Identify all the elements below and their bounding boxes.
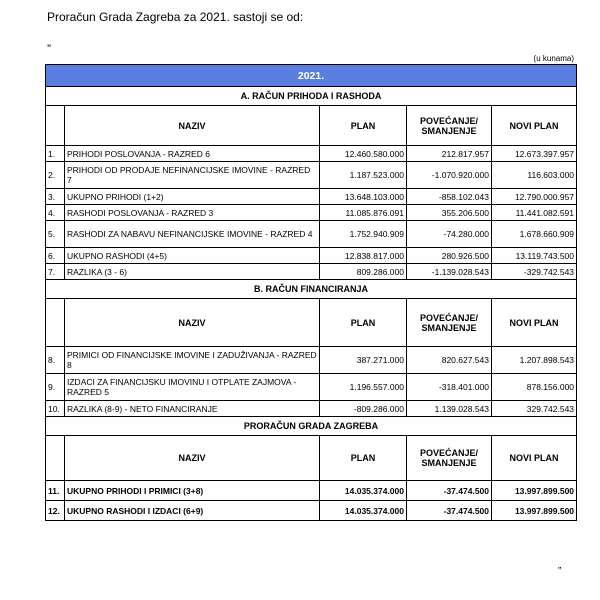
row-change: -1.070.920.000 — [407, 162, 492, 189]
year-title: 2021. — [46, 65, 577, 87]
row-name: RASHODI ZA NABAVU NEFINANCIJSKE IMOVINE - RAZRED 4 — [65, 221, 320, 248]
row-name: UKUPNO PRIHODI (1+2) — [65, 189, 320, 205]
header-nr — [46, 436, 65, 481]
table-row — [46, 501, 577, 521]
row-new-plan: 1.207.898.543 — [492, 347, 577, 374]
row-number: 8. — [46, 347, 65, 374]
row-number: 5. — [46, 221, 65, 248]
header-naziv: NAZIV — [65, 106, 320, 146]
table-row — [46, 146, 577, 162]
header-new-plan: NOVI PLAN — [492, 436, 577, 481]
row-number: 10. — [46, 401, 65, 417]
row-change: -37.474.500 — [407, 501, 492, 521]
row-plan: 12.838.817.000 — [320, 248, 407, 264]
year-header-row — [46, 65, 577, 87]
closing-quote: ” — [558, 566, 562, 577]
table-row — [46, 189, 577, 205]
table-row — [46, 401, 577, 417]
row-name: RASHODI POSLOVANJA - RAZRED 3 — [65, 205, 320, 221]
header-new-plan: NOVI PLAN — [492, 299, 577, 347]
header-naziv: NAZIV — [65, 436, 320, 481]
table-row — [46, 221, 577, 248]
row-change: -1.139.028.543 — [407, 264, 492, 280]
header-plan: PLAN — [320, 436, 407, 481]
row-name: UKUPNO RASHODI I IZDACI (6+9) — [65, 501, 320, 521]
table-row — [46, 264, 577, 280]
row-number: 6. — [46, 248, 65, 264]
currency-unit-label: (u kunama) — [533, 54, 574, 63]
table-row — [46, 162, 577, 189]
row-new-plan: 11.441.082.591 — [492, 205, 577, 221]
row-change: 820.627.543 — [407, 347, 492, 374]
row-plan: 11.085.876.091 — [320, 205, 407, 221]
header-change: POVEĆANJE/ SMANJENJE — [407, 436, 492, 481]
row-plan: 13.648.103.000 — [320, 189, 407, 205]
section-title-row — [46, 417, 577, 436]
row-new-plan: 12.673.397.957 — [492, 146, 577, 162]
row-plan: 1.752.940.909 — [320, 221, 407, 248]
opening-quote: ” — [47, 42, 51, 56]
row-change: -37.474.500 — [407, 481, 492, 501]
row-name: UKUPNO PRIHODI I PRIMICI (3+8) — [65, 481, 320, 501]
row-new-plan: 878.156.000 — [492, 374, 577, 401]
table-row — [46, 481, 577, 501]
header-nr — [46, 299, 65, 347]
row-new-plan: 116.603.000 — [492, 162, 577, 189]
header-nr — [46, 106, 65, 146]
row-change: 355.206.500 — [407, 205, 492, 221]
column-header-row — [46, 299, 577, 347]
row-plan: 1.196.557.000 — [320, 374, 407, 401]
row-name: RAZLIKA (3 - 6) — [65, 264, 320, 280]
row-name: PRIHODI OD PRODAJE NEFINANCIJSKE IMOVINE - RAZRED 7 — [65, 162, 320, 189]
row-plan: 387.271.000 — [320, 347, 407, 374]
header-plan: PLAN — [320, 106, 407, 146]
row-change: -74.280.000 — [407, 221, 492, 248]
row-plan: 1.187.523.000 — [320, 162, 407, 189]
row-plan: 14.035.374.000 — [320, 501, 407, 521]
header-new-plan: NOVI PLAN — [492, 106, 577, 146]
row-new-plan: 12.790.000.957 — [492, 189, 577, 205]
column-header-row — [46, 106, 577, 146]
table-row — [46, 347, 577, 374]
header-change: POVEĆANJE/ SMANJENJE — [407, 106, 492, 146]
row-number: 12. — [46, 501, 65, 521]
section-title-row — [46, 87, 577, 106]
section-title: B. RAČUN FINANCIRANJA — [46, 280, 577, 299]
row-name: RAZLIKA (8-9) - NETO FINANCIRANJE — [65, 401, 320, 417]
row-number: 11. — [46, 481, 65, 501]
row-number: 4. — [46, 205, 65, 221]
row-name: IZDACI ZA FINANCIJSKU IMOVINU I OTPLATE ZAJMOVA - RAZRED 5 — [65, 374, 320, 401]
header-naziv: NAZIV — [65, 299, 320, 347]
row-new-plan: 329.742.543 — [492, 401, 577, 417]
row-change: 212.817.957 — [407, 146, 492, 162]
section-title: A. RAČUN PRIHODA I RASHODA — [46, 87, 577, 106]
row-number: 7. — [46, 264, 65, 280]
row-plan: 12.460.580.000 — [320, 146, 407, 162]
row-new-plan: 13.997.899.500 — [492, 501, 577, 521]
row-change: 280.926.500 — [407, 248, 492, 264]
header-plan: PLAN — [320, 299, 407, 347]
row-number: 9. — [46, 374, 65, 401]
row-new-plan: 13.997.899.500 — [492, 481, 577, 501]
row-plan: 809.286.000 — [320, 264, 407, 280]
table-row — [46, 374, 577, 401]
section-title-row — [46, 280, 577, 299]
row-new-plan: 13.119.743.500 — [492, 248, 577, 264]
section-title: PRORAČUN GRADA ZAGREBA — [46, 417, 577, 436]
row-number: 3. — [46, 189, 65, 205]
row-new-plan: 1.678.660.909 — [492, 221, 577, 248]
column-header-row — [46, 436, 577, 481]
header-change: POVEĆANJE/ SMANJENJE — [407, 299, 492, 347]
table-row — [46, 205, 577, 221]
budget-table — [45, 64, 577, 521]
row-change: -318.401.000 — [407, 374, 492, 401]
row-name: PRIHODI POSLOVANJA - RAZRED 6 — [65, 146, 320, 162]
table-row — [46, 248, 577, 264]
row-plan: -809.286.000 — [320, 401, 407, 417]
row-change: 1.139.028.543 — [407, 401, 492, 417]
row-plan: 14.035.374.000 — [320, 481, 407, 501]
row-name: PRIMICI OD FINANCIJSKE IMOVINE I ZADUŽIVANJA - RAZRED 8 — [65, 347, 320, 374]
intro-text: Proračun Grada Zagreba za 2021. sastoji se od: — [47, 10, 304, 24]
row-new-plan: -329.742.543 — [492, 264, 577, 280]
row-number: 1. — [46, 146, 65, 162]
row-name: UKUPNO RASHODI (4+5) — [65, 248, 320, 264]
row-number: 2. — [46, 162, 65, 189]
row-change: -858.102.043 — [407, 189, 492, 205]
